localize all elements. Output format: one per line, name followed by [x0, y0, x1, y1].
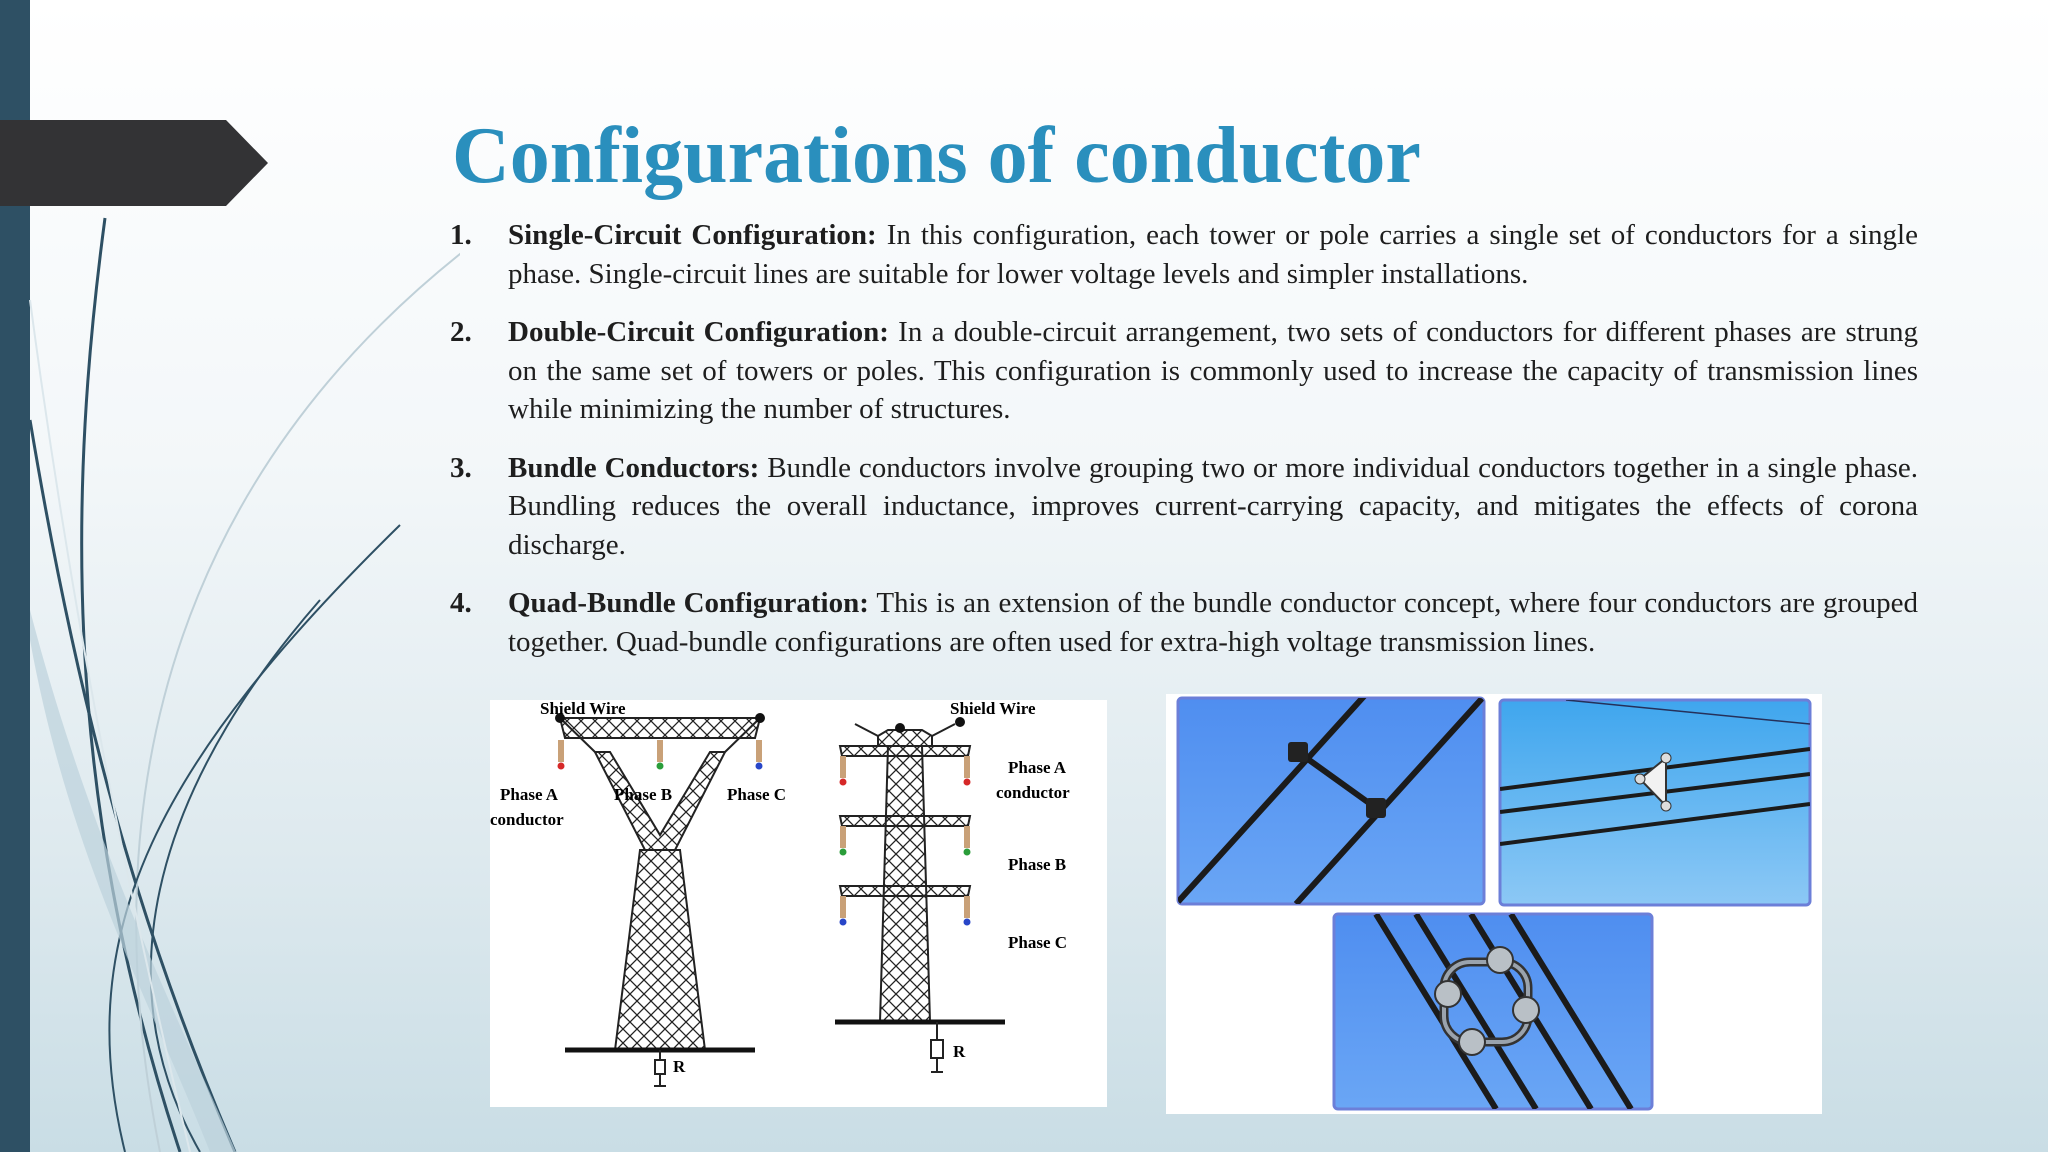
- slide-title: Configurations of conductor: [452, 112, 1421, 200]
- list-term: Bundle Conductors:: [508, 451, 760, 484]
- title-tab-arrow: [0, 120, 270, 206]
- list-number: 4.: [450, 587, 472, 619]
- phase-a-sub-label: conductor: [490, 810, 564, 829]
- tower-diagram-figure: [490, 700, 1107, 1107]
- list-item: [450, 216, 1918, 293]
- phase-a-label: Phase A: [500, 785, 559, 804]
- ground-resistor-icon: [655, 1060, 665, 1074]
- list-number: 3.: [450, 451, 472, 484]
- ground-resistor-icon: [931, 1040, 943, 1058]
- phase-a-label: Phase A: [1008, 758, 1067, 777]
- list-number: 1.: [450, 219, 472, 251]
- list-text: Bundle conductors involve grouping two or more individual conductors together in a single phase. Bundling reduces the overall inductance, improves current-carrying capacity, and mitigates the effects of corona discharge.: [508, 451, 1919, 561]
- list-text: This is an extension of the bundle conductor concept, where four conductors are grouped together. Quad-bundle configurations are often used for extra-high voltage transmission lines.: [508, 587, 1918, 658]
- double-circuit-tower: [835, 700, 1070, 1072]
- ground-label: R: [953, 1042, 966, 1061]
- shield-wire-label: Shield Wire: [950, 700, 1036, 718]
- list-number: 2.: [450, 316, 472, 348]
- configuration-list: [450, 216, 1918, 681]
- shield-wire-label: Shield Wire: [540, 700, 626, 718]
- quad-spacer-photo: [1334, 914, 1652, 1109]
- spacer-photo-figure: [1166, 694, 1822, 1114]
- triple-spacer-photo: [1500, 700, 1810, 905]
- list-item: [450, 584, 1918, 661]
- phase-b-label: Phase B: [614, 785, 673, 804]
- list-term: Single-Circuit Configuration:: [508, 219, 877, 251]
- twin-spacer-photo: [1176, 694, 1486, 904]
- single-circuit-tower: [490, 700, 786, 1086]
- ground-label: R: [673, 1057, 686, 1076]
- list-term: Double-Circuit Configuration:: [508, 316, 889, 348]
- phase-b-label: Phase B: [1008, 855, 1067, 874]
- phase-c-label: Phase C: [1008, 933, 1068, 952]
- list-item: [450, 313, 1918, 429]
- phase-a-sub-label: conductor: [996, 783, 1070, 802]
- list-term: Quad-Bundle Configuration:: [508, 587, 869, 619]
- list-item: [450, 449, 1918, 565]
- phase-c-label: Phase C: [727, 785, 787, 804]
- list-text: In this configuration, each tower or pole carries a single set of conductors for a single phase. Single-circuit lines are suitable for lower voltage levels and simpler installations.: [508, 219, 1918, 290]
- list-text: In a double-circuit arrangement, two sets of conductors for different phases are strung on the same set of towers or poles. This configuration is commonly used to increase the capacity of transmission lines while minimizing the number of structures.: [508, 316, 1918, 425]
